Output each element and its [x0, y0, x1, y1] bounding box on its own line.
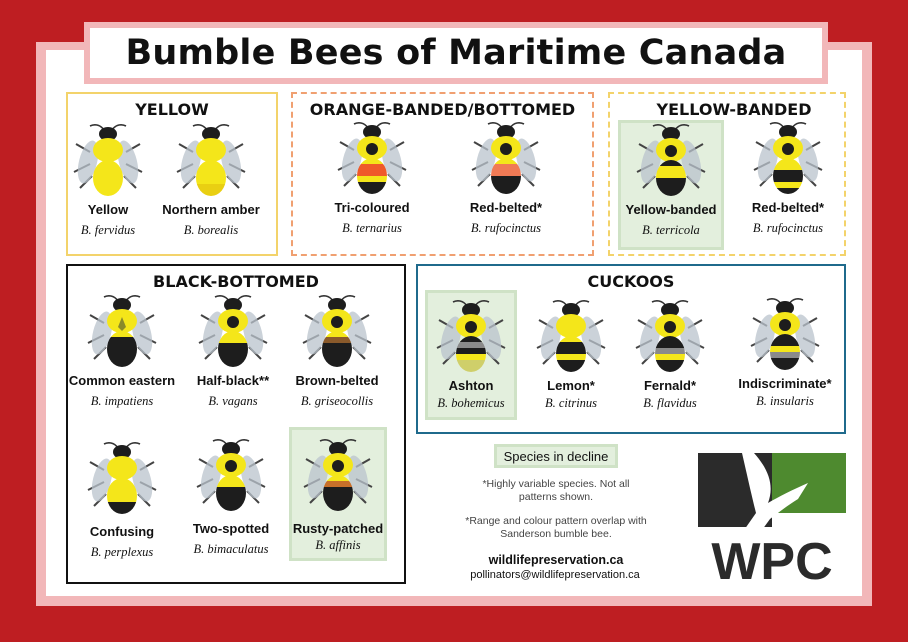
- bee-scientific-name: B. griseocollis: [300, 394, 374, 408]
- bee-thorax-spot: [366, 143, 378, 155]
- bee-abdomen-band: [654, 360, 686, 366]
- group-title-cuckoos: CUCKOOS: [587, 272, 675, 291]
- bee-card-rusty-patched: [283, 437, 393, 553]
- bee-card-red-belted: [451, 120, 561, 236]
- bee-confusing-icon: [82, 440, 162, 518]
- bee-abdomen-band: [217, 361, 249, 367]
- bee-abdomen-band: [106, 355, 138, 361]
- bee-abdomen-band: [195, 166, 227, 172]
- bee-abdomen-band: [555, 342, 587, 348]
- bee-common-name: Northern amber: [162, 202, 260, 217]
- bee-abdomen-band: [455, 366, 487, 372]
- legend-species-in-decline: Species in decline: [494, 444, 618, 468]
- bee-abdomen-band: [455, 360, 487, 366]
- bee-abdomen-band: [215, 481, 247, 487]
- bee-abdomen-band: [321, 343, 353, 349]
- bee-common-name: Two-spotted: [192, 521, 270, 536]
- bee-abdomen-band: [106, 337, 138, 343]
- bee-abdomen: [322, 475, 354, 511]
- bee-abdomen-band: [92, 184, 124, 190]
- bee-common-eastern-icon: [82, 293, 162, 371]
- bee-northern-amber-icon: [171, 122, 251, 200]
- bee-abdomen: [321, 331, 353, 367]
- bee-abdomen-band: [356, 164, 388, 170]
- group-title-yellow-banded: YELLOW-BANDED: [656, 100, 812, 119]
- bee-abdomen: [654, 336, 686, 372]
- bee-thorax-spot: [664, 321, 676, 333]
- bee-common-name: Common eastern: [68, 373, 176, 388]
- bee-abdomen: [106, 331, 138, 367]
- bee-abdomen-band: [490, 176, 522, 182]
- bee-card-confusing: [67, 440, 177, 560]
- bee-abdomen: [490, 158, 522, 194]
- bee-abdomen-band: [215, 499, 247, 505]
- bee-abdomen-band: [321, 361, 353, 367]
- title-box: [84, 22, 828, 84]
- bee-thorax-spot: [225, 460, 237, 472]
- bee-thorax-spot: [332, 460, 344, 472]
- bee-abdomen-band: [217, 343, 249, 349]
- bee-common-name: Red-belted*: [469, 200, 543, 215]
- bee-common-name: Fernald*: [643, 378, 696, 393]
- bee-abdomen-band: [356, 170, 388, 176]
- bee-abdomen-band: [490, 188, 522, 194]
- bee-scientific-name: B. terricola: [642, 223, 700, 237]
- bee-abdomen: [195, 160, 227, 196]
- bee-thorax-spot: [227, 316, 239, 328]
- bee-abdomen-band: [106, 490, 138, 496]
- bee-card-common-eastern: [67, 293, 177, 409]
- bee-abdomen-band: [555, 348, 587, 354]
- bee-abdomen-band: [490, 170, 522, 176]
- email-link[interactable]: pollinators@wildlifepreservation.ca: [470, 569, 640, 581]
- bee-abdomen-band: [655, 178, 687, 184]
- bee-abdomen-band: [92, 190, 124, 196]
- bee-card-ashton: [416, 298, 526, 411]
- bee-abdomen-band: [106, 484, 138, 490]
- bee-abdomen-band: [322, 493, 354, 499]
- bee-abdomen-band: [217, 355, 249, 361]
- group-title-yellow: YELLOW: [135, 100, 209, 119]
- bee-abdomen-band: [769, 352, 801, 358]
- bee-thorax: [93, 138, 123, 162]
- bee-two-spotted-icon: [191, 437, 271, 515]
- note-variable-species: *Highly variable species. Not all patterns shown.: [482, 478, 630, 504]
- bee-abdomen: [455, 336, 487, 372]
- bee-abdomen-band: [455, 354, 487, 360]
- bee-yellow-banded-icon: [631, 122, 711, 200]
- bee-thorax-spot: [500, 143, 512, 155]
- group-title-orange-banded: ORANGE-BANDED/BOTTOMED: [309, 100, 576, 119]
- page-title: Bumble Bees of Maritime Canada: [125, 33, 787, 73]
- bee-abdomen-band: [92, 172, 124, 178]
- bee-abdomen: [772, 158, 804, 194]
- bee-abdomen-band: [321, 349, 353, 355]
- bee-abdomen-band: [356, 188, 388, 194]
- bee-card-fernald: [615, 298, 725, 411]
- bee-abdomen-band: [356, 182, 388, 188]
- bee-abdomen-band: [654, 366, 686, 372]
- bee-abdomen-band: [655, 172, 687, 178]
- bee-scientific-name: B. affinis: [315, 538, 361, 552]
- bee-abdomen-band: [215, 487, 247, 493]
- note-range-overlap: *Range and colour pattern overlap with Sanderson bumble bee.: [465, 515, 647, 541]
- bee-abdomen-band: [106, 343, 138, 349]
- bee-abdomen-band: [217, 337, 249, 343]
- bee-card-half-black: [178, 293, 288, 409]
- bee-abdomen-band: [772, 188, 804, 194]
- bee-abdomen: [106, 478, 138, 514]
- bee-card-lemon: [516, 298, 626, 411]
- bee-abdomen-band: [106, 496, 138, 502]
- bee-rusty-patched-icon: [298, 437, 378, 515]
- bee-thorax-spot: [665, 145, 677, 157]
- bee-lemon-icon: [531, 298, 611, 376]
- bee-scientific-name: B. ternarius: [342, 221, 402, 235]
- bee-abdomen-band: [654, 348, 686, 354]
- bee-scientific-name: B. flavidus: [643, 396, 697, 410]
- bee-common-name: Tri-coloured: [334, 200, 410, 215]
- bee-abdomen: [655, 160, 687, 196]
- bee-abdomen-band: [195, 172, 227, 178]
- bee-abdomen-band: [195, 184, 227, 190]
- bee-abdomen: [555, 336, 587, 372]
- bee-scientific-name: B. bimaculatus: [193, 542, 269, 556]
- bee-abdomen-band: [772, 170, 804, 176]
- bee-card-tri-coloured: [317, 120, 427, 236]
- bee-yellow-icon: [68, 122, 148, 200]
- bee-scientific-name: B. perplexus: [90, 545, 154, 559]
- group-title-black-bottomed: BLACK-BOTTOMED: [153, 272, 319, 291]
- website-link[interactable]: wildlifepreservation.ca: [488, 553, 624, 567]
- bee-abdomen-band: [654, 354, 686, 360]
- bee-thorax-spot: [782, 143, 794, 155]
- bee-abdomen-band: [322, 505, 354, 511]
- bee-fernald-icon: [630, 298, 710, 376]
- bee-abdomen-band: [490, 182, 522, 188]
- bee-abdomen-band: [356, 176, 388, 182]
- bee-abdomen-band: [322, 481, 354, 487]
- bee-red-belted-icon: [466, 120, 546, 198]
- wpc-logo: [698, 453, 846, 583]
- bee-abdomen-band: [215, 505, 247, 511]
- bee-common-name: Yellow-banded: [625, 202, 717, 217]
- bee-tri-coloured-icon: [332, 120, 412, 198]
- bee-common-name: Ashton: [448, 378, 494, 393]
- bee-abdomen-band: [769, 340, 801, 346]
- bee-abdomen-band: [655, 166, 687, 172]
- bee-thorax: [196, 138, 226, 162]
- bee-common-name: Yellow: [87, 202, 129, 217]
- bee-abdomen-band: [490, 164, 522, 170]
- bee-abdomen-band: [106, 349, 138, 355]
- bee-thorax-spot: [331, 316, 343, 328]
- bee-abdomen-band: [195, 190, 227, 196]
- bee-abdomen-band: [555, 360, 587, 366]
- bee-abdomen-band: [92, 166, 124, 172]
- bee-abdomen-band: [321, 337, 353, 343]
- bee-abdomen-band: [769, 364, 801, 370]
- bee-common-name: Brown-belted: [295, 373, 379, 388]
- bee-abdomen-band: [321, 355, 353, 361]
- bee-abdomen-band: [654, 342, 686, 348]
- bee-abdomen-band: [215, 493, 247, 499]
- bee-abdomen-band: [106, 361, 138, 367]
- bee-abdomen-band: [772, 182, 804, 188]
- bee-card-red-belted-2: [733, 120, 843, 236]
- bee-scientific-name: B. insularis: [756, 394, 814, 408]
- bee-scientific-name: B. rufocinctus: [752, 221, 824, 235]
- bee-indiscriminate-icon: [745, 296, 825, 374]
- bee-common-name: Red-belted*: [751, 200, 825, 215]
- bee-abdomen-band: [655, 190, 687, 196]
- bee-thorax: [107, 456, 137, 480]
- bee-abdomen-band: [655, 184, 687, 190]
- bee-card-brown-belted: [282, 293, 392, 409]
- bee-common-name: Lemon*: [547, 378, 595, 393]
- bee-thorax: [556, 314, 586, 338]
- bee-scientific-name: B. citrinus: [544, 396, 598, 410]
- bee-abdomen: [215, 475, 247, 511]
- bee-abdomen-band: [106, 508, 138, 514]
- bee-scientific-name: B. impatiens: [90, 394, 154, 408]
- bee-abdomen-band: [772, 164, 804, 170]
- bee-card-yellow: [53, 122, 163, 238]
- bee-abdomen-band: [555, 366, 587, 372]
- bee-abdomen: [769, 334, 801, 370]
- bee-common-name: Rusty-patched: [292, 521, 384, 536]
- bee-abdomen: [217, 331, 249, 367]
- bee-red-belted-2-icon: [748, 120, 828, 198]
- bee-abdomen-band: [769, 358, 801, 364]
- bee-abdomen-band: [106, 502, 138, 508]
- bee-scientific-name: B. vagans: [208, 394, 258, 408]
- bee-abdomen-band: [92, 178, 124, 184]
- logo-text: WPC: [711, 533, 833, 583]
- bee-abdomen-band: [455, 342, 487, 348]
- bee-common-name: Half-black**: [196, 373, 270, 388]
- bee-thorax-spot: [779, 319, 791, 331]
- bee-scientific-name: B. rufocinctus: [470, 221, 542, 235]
- bee-abdomen: [92, 160, 124, 196]
- bee-card-northern-amber: [156, 122, 266, 238]
- bee-abdomen-band: [769, 346, 801, 352]
- bee-scientific-name: B. borealis: [183, 223, 239, 237]
- bee-abdomen-band: [455, 348, 487, 354]
- bee-abdomen-band: [322, 499, 354, 505]
- bee-abdomen: [356, 158, 388, 194]
- bee-abdomen-band: [217, 349, 249, 355]
- bee-card-two-spotted: [176, 437, 286, 557]
- bee-abdomen-band: [772, 176, 804, 182]
- bee-ashton-icon: [431, 298, 511, 376]
- bee-scientific-name: B. bohemicus: [437, 396, 505, 410]
- bee-thorax-spot: [465, 321, 477, 333]
- bee-abdomen-band: [195, 178, 227, 184]
- bee-scientific-name: B. fervidus: [80, 223, 136, 237]
- bee-abdomen-band: [322, 487, 354, 493]
- bee-half-black-icon: [193, 293, 273, 371]
- bee-common-name: Indiscriminate*: [738, 376, 832, 391]
- bee-abdomen-band: [555, 354, 587, 360]
- bee-common-name: Confusing: [89, 524, 155, 539]
- bee-brown-belted-icon: [297, 293, 377, 371]
- bee-card-indiscriminate: [730, 296, 840, 409]
- bee-card-yellow-banded: [616, 122, 726, 238]
